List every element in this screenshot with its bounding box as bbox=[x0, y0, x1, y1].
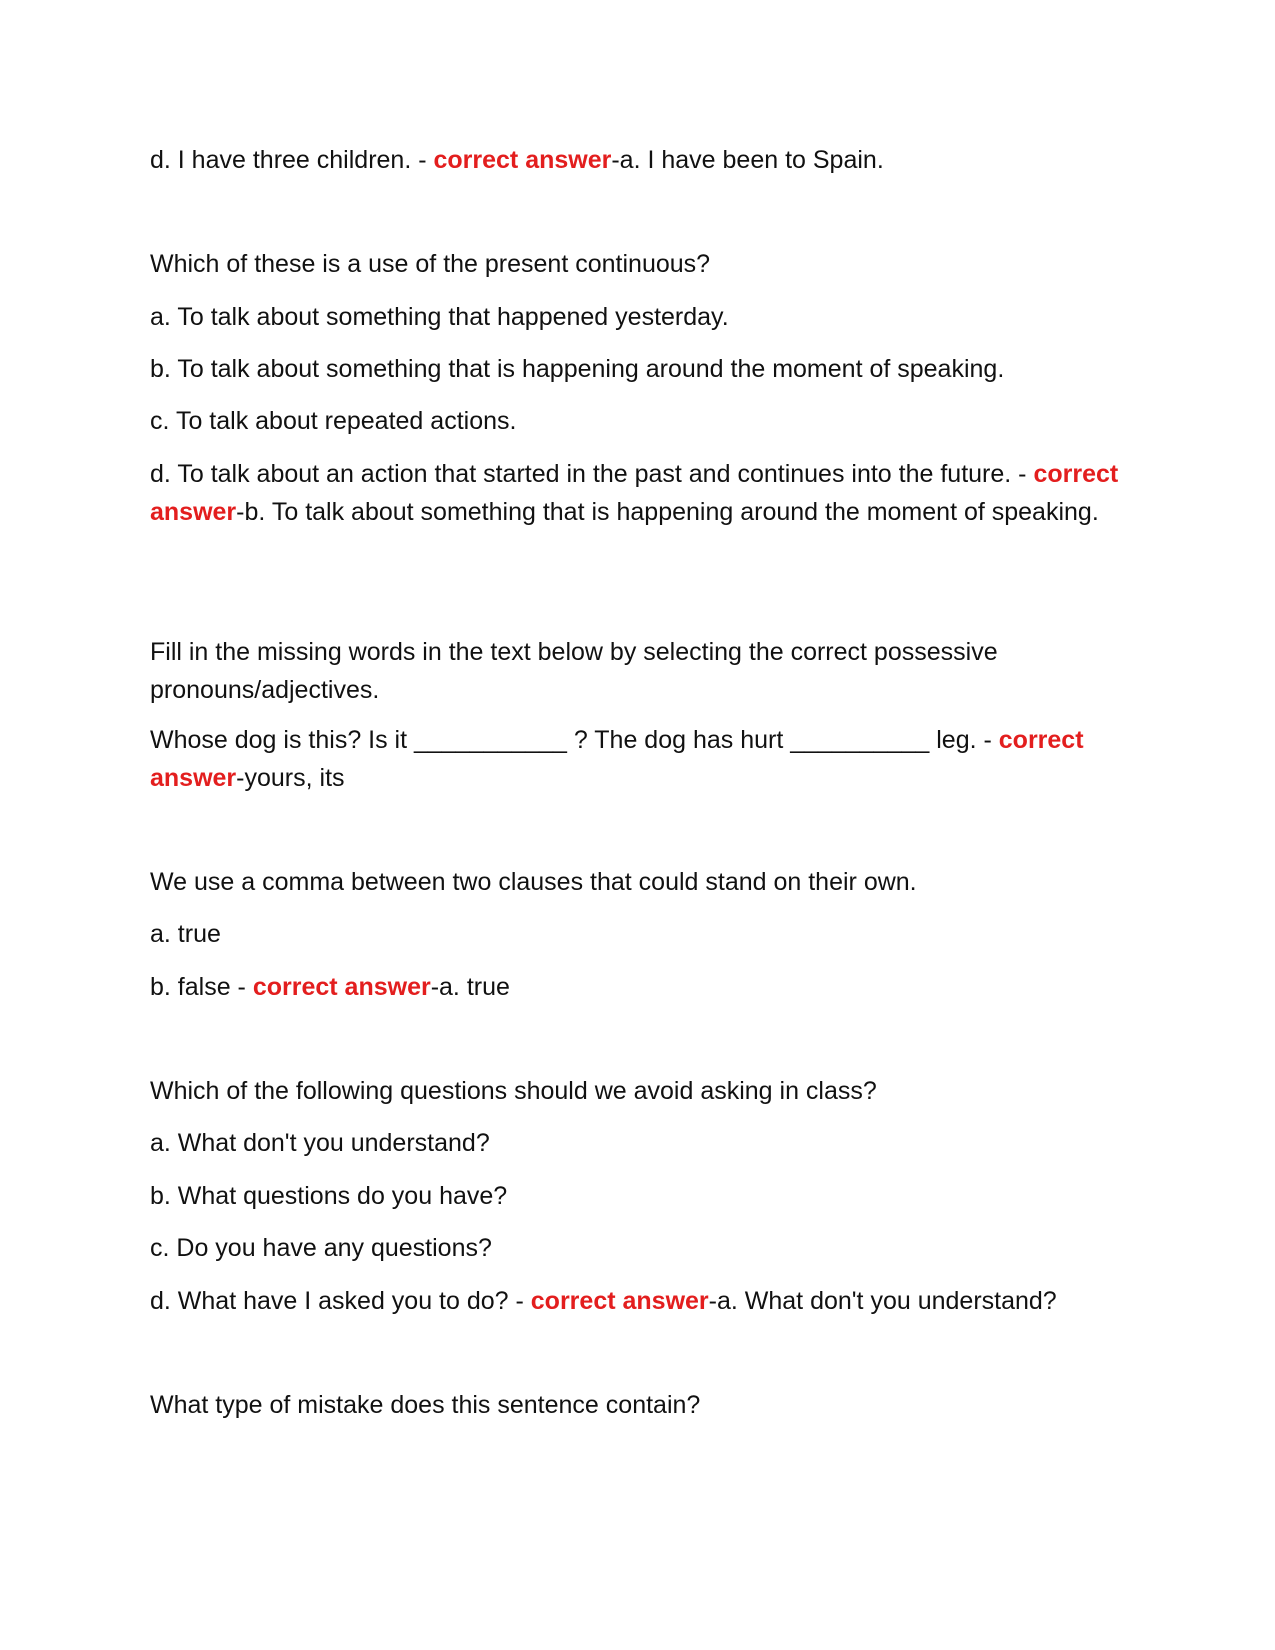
b4-question: Which of the following questions should we avoid asking in class? bbox=[150, 1077, 877, 1105]
b4-option-a: a. What don't you understand? bbox=[150, 1129, 490, 1157]
correct-answer-label: correct answer bbox=[530, 1287, 709, 1315]
b1-answer-line bbox=[150, 455, 1125, 531]
b4-answer-line bbox=[150, 1282, 1125, 1320]
b3-option-b: b. false - bbox=[150, 973, 253, 1001]
b3-question: We use a comma between two clauses that could stand on their own. bbox=[150, 868, 917, 896]
b3-answer-line bbox=[150, 968, 1125, 1006]
b2-question: Fill in the missing words in the text below by selecting the correct possessive pronouns/adjectives. bbox=[150, 638, 998, 704]
b0-answer: -a. I have been to Spain. bbox=[611, 146, 884, 174]
b0-answer-line bbox=[150, 141, 1125, 179]
b5-question: What type of mistake does this sentence contain? bbox=[150, 1391, 701, 1419]
b0-option-d: d. I have three children. - bbox=[150, 146, 434, 174]
b4-option-c: c. Do you have any questions? bbox=[150, 1234, 492, 1262]
b2-answer: -yours, its bbox=[236, 764, 345, 792]
b3-answer: -a. true bbox=[430, 973, 510, 1001]
correct-answer-label: correct answer bbox=[150, 726, 1084, 792]
b1-option-a: a. To talk about something that happened yesterday. bbox=[150, 303, 729, 331]
b4-option-b: b. What questions do you have? bbox=[150, 1182, 508, 1210]
b1-option-c: c. To talk about repeated actions. bbox=[150, 407, 517, 435]
b4-answer: -a. What don't you understand? bbox=[708, 1287, 1057, 1315]
b1-question: Which of these is a use of the present continuous? bbox=[150, 250, 711, 278]
correct-answer-label: correct answer bbox=[252, 973, 431, 1001]
b3-option-a: a. true bbox=[150, 920, 221, 948]
b1-answer: -b. To talk about something that is happening around the moment of speaking. bbox=[236, 498, 1099, 526]
correct-answer-label: correct answer bbox=[150, 460, 1119, 526]
b4-option-d: d. What have I asked you to do? - bbox=[150, 1287, 531, 1315]
b2-prompt: Whose dog is this? Is it ___________ ? The dog has hurt __________ leg. - bbox=[150, 726, 999, 754]
b2-answer-line bbox=[150, 721, 1125, 797]
correct-answer-label: correct answer bbox=[433, 146, 612, 174]
b1-option-b: b. To talk about something that is happening around the moment of speaking. bbox=[150, 355, 1005, 383]
b1-option-d: d. To talk about an action that started in the past and continues into the future. - bbox=[150, 460, 1027, 488]
